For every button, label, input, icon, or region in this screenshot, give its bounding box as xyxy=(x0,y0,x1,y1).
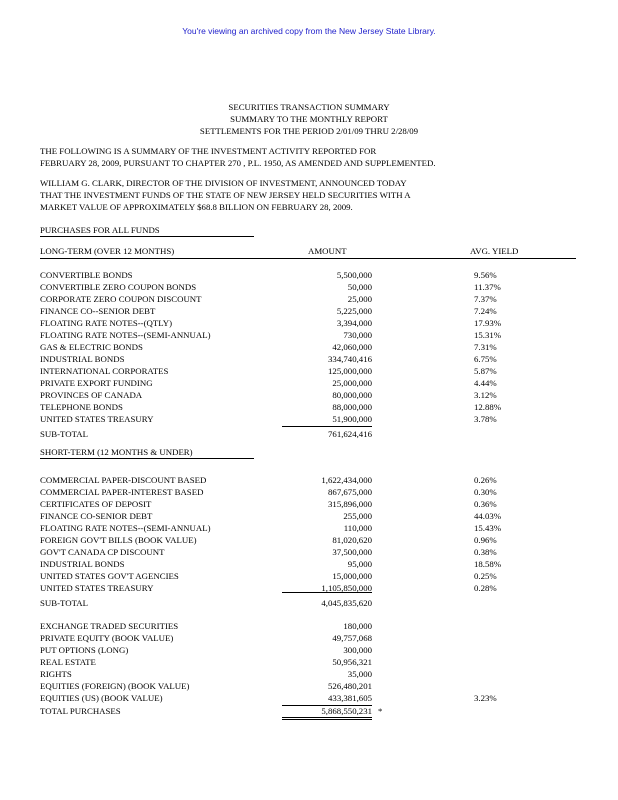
row-yield: 0.36% xyxy=(474,499,497,509)
row-security-name: FINANCE CO-SENIOR DEBT xyxy=(40,511,153,521)
row-amount: 51,900,000 xyxy=(332,414,372,424)
report-title: SECURITIES TRANSACTION SUMMARY xyxy=(228,102,390,112)
row-security-name: INDUSTRIAL BONDS xyxy=(40,559,125,569)
row-security-name: FLOATING RATE NOTES--(QTLY) xyxy=(40,318,173,328)
row-security-name: REAL ESTATE xyxy=(40,657,96,667)
double-rule xyxy=(282,717,372,718)
row-amount: 15,000,000 xyxy=(332,571,372,581)
archive-banner: You're viewing an archived copy from the New Jersey State Library. xyxy=(182,26,436,36)
row-amount: 49,757,068 xyxy=(332,633,372,643)
row-security-name: EXCHANGE TRADED SECURITIES xyxy=(40,621,179,631)
total-purchases-label: TOTAL PURCHASES xyxy=(40,706,121,716)
row-yield: 9.56% xyxy=(474,270,497,280)
row-amount: 730,000 xyxy=(343,330,372,340)
row-amount: 433,381,605 xyxy=(328,693,372,703)
row-amount: 526,480,201 xyxy=(328,681,372,691)
row-security-name: INTERNATIONAL CORPORATES xyxy=(40,366,169,376)
row-yield: 0.25% xyxy=(474,571,497,581)
row-amount: 3,394,000 xyxy=(336,318,372,328)
double-rule xyxy=(282,719,372,720)
row-yield: 0.28% xyxy=(474,583,497,593)
row-security-name: INDUSTRIAL BONDS xyxy=(40,354,125,364)
intro-line: THAT THE INVESTMENT FUNDS OF THE STATE OF NEW JERSEY HELD SECURITIES WITH A xyxy=(40,190,411,200)
row-yield: 18.58% xyxy=(474,559,502,569)
row-yield: 44.03% xyxy=(474,511,502,521)
row-amount: 25,000 xyxy=(347,294,372,304)
long-term-subtotal-label: SUB-TOTAL xyxy=(40,429,89,439)
subtotal-rule xyxy=(282,592,372,593)
row-amount: 88,000,000 xyxy=(332,402,372,412)
intro-line: WILLIAM G. CLARK, DIRECTOR OF THE DIVISION OF INVESTMENT, ANNOUNCED TODAY xyxy=(40,178,407,188)
row-amount: 25,000,000 xyxy=(332,378,372,388)
report-subtitle: SUMMARY TO THE MONTHLY REPORT xyxy=(230,114,388,124)
row-amount: 125,000,000 xyxy=(328,366,372,376)
row-security-name: PRIVATE EQUITY (BOOK VALUE) xyxy=(40,633,174,643)
row-security-name: TELEPHONE BONDS xyxy=(40,402,123,412)
row-security-name: PRIVATE EXPORT FUNDING xyxy=(40,378,153,388)
row-security-name: PROVINCES OF CANADA xyxy=(40,390,143,400)
row-yield: 7.31% xyxy=(474,342,497,352)
row-yield: 3.78% xyxy=(474,414,497,424)
row-security-name: COMMERCIAL PAPER-INTEREST BASED xyxy=(40,487,204,497)
subtotal-rule xyxy=(282,426,372,427)
row-yield: 15.31% xyxy=(474,330,502,340)
intro-line: MARKET VALUE OF APPROXIMATELY $68.8 BILLION ON FEBRUARY 28, 2009. xyxy=(40,202,353,212)
row-security-name: RIGHTS xyxy=(40,669,72,679)
row-yield: 5.87% xyxy=(474,366,497,376)
row-amount: 1,105,850,000 xyxy=(321,583,372,593)
row-security-name: FOREIGN GOV'T BILLS (BOOK VALUE) xyxy=(40,535,197,545)
row-security-name: COMMERCIAL PAPER-DISCOUNT BASED xyxy=(40,475,207,485)
row-amount: 334,740,416 xyxy=(328,354,372,364)
row-security-name: GAS & ELECTRIC BONDS xyxy=(40,342,143,352)
row-amount: 315,896,000 xyxy=(328,499,372,509)
row-amount: 300,000 xyxy=(343,645,372,655)
row-amount: 5,500,000 xyxy=(336,270,372,280)
row-security-name: EQUITIES (FOREIGN) (BOOK VALUE) xyxy=(40,681,190,691)
row-amount: 255,000 xyxy=(343,511,372,521)
row-security-name: GOV'T CANADA CP DISCOUNT xyxy=(40,547,165,557)
row-amount: 37,500,000 xyxy=(332,547,372,557)
row-security-name: PUT OPTIONS (LONG) xyxy=(40,645,129,655)
row-yield: 7.37% xyxy=(474,294,497,304)
long-term-heading: LONG-TERM (OVER 12 MONTHS) xyxy=(40,246,175,256)
row-amount: 42,060,000 xyxy=(332,342,372,352)
row-amount: 35,000 xyxy=(347,669,372,679)
row-yield: 11.37% xyxy=(474,282,501,292)
row-amount: 867,675,000 xyxy=(328,487,372,497)
total-purchases-value: 5,868,550,231 xyxy=(321,706,372,716)
amount-column-header: AMOUNT xyxy=(308,246,347,256)
yield-column-header: AVG. YIELD xyxy=(470,246,519,256)
row-yield: 6.75% xyxy=(474,354,497,364)
row-security-name: FLOATING RATE NOTES--(SEMI-ANNUAL) xyxy=(40,523,211,533)
row-security-name: CONVERTIBLE BONDS xyxy=(40,270,133,280)
heading-underline xyxy=(40,458,254,459)
row-security-name: FLOATING RATE NOTES--(SEMI-ANNUAL) xyxy=(40,330,211,340)
heading-underline xyxy=(40,236,254,237)
row-yield: 3.12% xyxy=(474,390,497,400)
purchases-heading: PURCHASES FOR ALL FUNDS xyxy=(40,225,160,235)
long-term-subtotal-value: 761,624,416 xyxy=(328,429,372,439)
row-yield: 17.93% xyxy=(474,318,502,328)
row-amount: 5,225,000 xyxy=(336,306,372,316)
row-security-name: UNITED STATES GOV'T AGENCIES xyxy=(40,571,179,581)
row-amount: 180,000 xyxy=(343,621,372,631)
row-yield: 0.30% xyxy=(474,487,497,497)
row-amount: 50,956,321 xyxy=(332,657,372,667)
row-yield: 7.24% xyxy=(474,306,497,316)
row-amount: 81,020,620 xyxy=(332,535,372,545)
header-rule xyxy=(40,258,576,259)
row-yield: 0.38% xyxy=(474,547,497,557)
row-security-name: FINANCE CO--SENIOR DEBT xyxy=(40,306,156,316)
row-security-name: UNITED STATES TREASURY xyxy=(40,583,154,593)
row-yield: 0.96% xyxy=(474,535,497,545)
short-term-heading: SHORT-TERM (12 MONTHS & UNDER) xyxy=(40,447,193,457)
row-amount: 80,000,000 xyxy=(332,390,372,400)
row-security-name: EQUITIES (US) (BOOK VALUE) xyxy=(40,693,163,703)
row-amount: 1,622,434,000 xyxy=(321,475,372,485)
row-amount: 50,000 xyxy=(347,282,372,292)
row-yield: 0.26% xyxy=(474,475,497,485)
row-amount: 95,000 xyxy=(347,559,372,569)
report-period: SETTLEMENTS FOR THE PERIOD 2/01/09 THRU 2/28/09 xyxy=(199,126,419,136)
row-security-name: UNITED STATES TREASURY xyxy=(40,414,154,424)
short-term-subtotal-value: 4,045,835,620 xyxy=(321,598,372,608)
intro-line: FEBRUARY 28, 2009, PURSUANT TO CHAPTER 270 , P.L. 1950, AS AMENDED AND SUPPLEMENTED. xyxy=(40,158,436,168)
row-yield: 15.43% xyxy=(474,523,502,533)
total-footnote-mark: * xyxy=(378,706,383,716)
row-yield: 3.23% xyxy=(474,693,497,703)
short-term-subtotal-label: SUB-TOTAL xyxy=(40,598,89,608)
row-yield: 4.44% xyxy=(474,378,497,388)
row-amount: 110,000 xyxy=(343,523,372,533)
row-yield: 12.88% xyxy=(474,402,502,412)
row-security-name: CONVERTIBLE ZERO COUPON BONDS xyxy=(40,282,197,292)
intro-line: THE FOLLOWING IS A SUMMARY OF THE INVESTMENT ACTIVITY REPORTED FOR xyxy=(40,146,377,156)
row-security-name: CERTIFICATES OF DEPOSIT xyxy=(40,499,152,509)
row-security-name: CORPORATE ZERO COUPON DISCOUNT xyxy=(40,294,202,304)
